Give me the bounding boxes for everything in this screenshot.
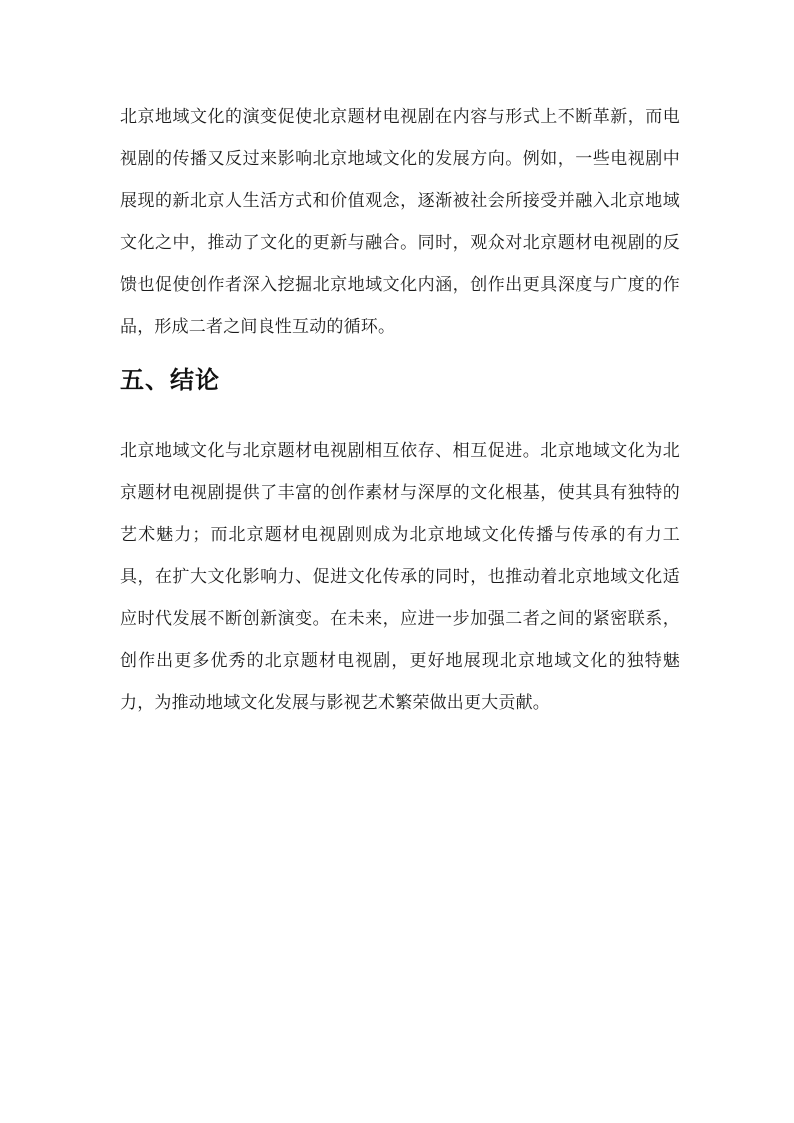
section-heading: 五、结论 xyxy=(120,366,220,394)
body-paragraph: 北京地域文化的演变促使北京题材电视剧在内容与形式上不断革新，而电视剧的传播又反过来影响北京地域文化的发展方向。例如，一些电视剧中展现的新北京人生活方式和价值观念，逐渐被社会所接受并融入北京地域文化之中，推动了文化的更新与融合。同时，观众对北京题材电视剧的反馈也促使创作者深入挖掘北京地域文化内涵，创作出更具深度与广度的作品，形成二者之间良性互动的循环。 xyxy=(120,107,680,337)
conclusion-paragraph: 北京地域文化与北京题材电视剧相互依存、相互促进。北京地域文化为北京题材电视剧提供了丰富的创作素材与深厚的文化根基，使其具有独特的艺术魅力；而北京题材电视剧则成为北京地域文化传播与传承的有力工具，在扩大文化影响力、促进文化传承的同时，也推动着北京地域文化适应时代发展不断创新演变。在未来，应进一步加强二者之间的紧密联系，创作出更多优秀的北京题材电视剧，更好地展现北京地域文化的独特魅力，为推动地域文化发展与影视艺术繁荣做出更大贡献。 xyxy=(120,441,680,713)
